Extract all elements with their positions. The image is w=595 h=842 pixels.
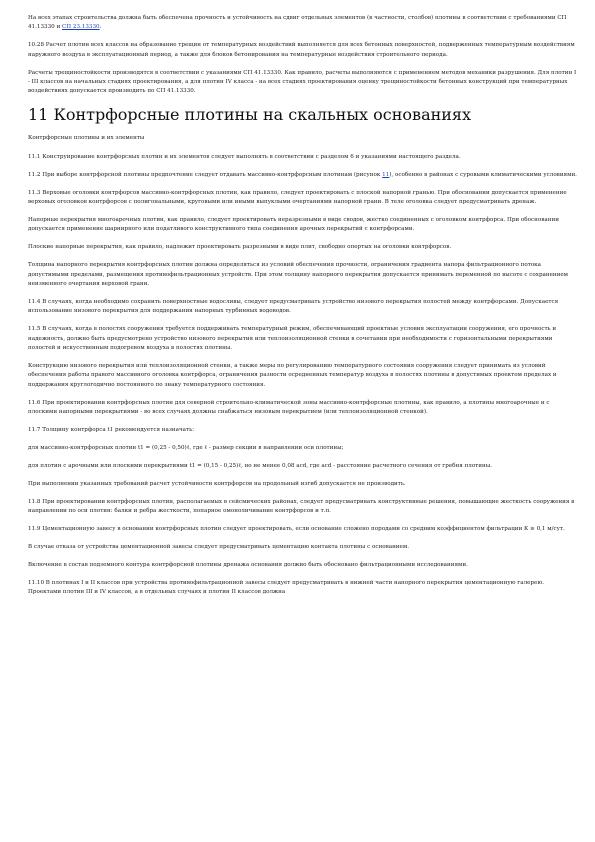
paragraph-overlap-thickness: Толщина напорного перекрытия контрфорсных плотин должна определяться из условий обеспечения прочности, ограничения градиента напора фильтрационного потока допустимыми пределами, размещения противофильтрационных устройств. При этом толщину напорного перекрытия допускается принимать переменной по высоте с сохранением неизменного очертания верховой грани. [28,262,569,287]
paragraph-text: На всех этапах строительства должна быть обеспечена прочность и устойчивость на сдвиг отдельных элементов (в частности, столбов) плотины в соответствии с требованиями СП 41.13330 и [28,15,567,31]
paragraph-buckling: При выполнении указанных требований расчет устойчивости контрфорсов на продольный изгиб допускается не производить. [28,480,406,487]
paragraph-drainage: Включение в состав подземного контура контрфорсной плотины дренажа основания должно быть обосновано фильтрационными исследованиями. [28,561,468,568]
paragraph-contact-grouting: В случае отказа от устройства цементационной завесы следует предусматривать цементацию контакта плотины с основанием. [28,543,409,550]
paragraph-lower-overlap: Конструкцию низового перекрытия или теплоизоляционной стенки, а также меры по регулированию температурного состояния сооружения следует принимать из условий обеспечения работы правого массивного оголовка контрфорса, ограничения разности осредненных температур воздуха в полостях плотины в допустимых проектом пределах и поддержания круглогодично постоянного по знаку температурного состояния. [28,362,557,388]
paragraph-crack-resistance: Расчеты трещиностойкости производятся в соответствии с указаниями СП 41.13330. Как правило, расчеты выполняются с применением методов механики разрушения. Для плотин I - III классов на начальных стадиях проектирования, а для плотин IV класса - на всех стадиях проектирования оценку трещиностойкости бетонных конструкций при температурных воздействиях допускается производить по СП 41.13330. [28,69,577,95]
paragraph-11-6: 11.6 При проектировании контрфорсных плотин для северной строительно-климатической зоны массивно-контрфорсные плотины, как правило, а плотины многоарочные и с плоскими напорными перекрытиями - во всех случаях должны снабжаться низовым перекрытием (или теплоизоляционной стенкой). [28,399,550,415]
paragraph-arch-buttress: для плотин с арочными или плоскими перекрытиями t1 = (0,15 - 0,25)ℓ, но не менее 0,08 аcd, где аcd - расстояние расчетного сечения от гребня плотины. [28,462,492,469]
link-figure-11[interactable]: 11 [382,171,390,178]
link-sp-23-13330[interactable]: СП 23.13330 [61,24,100,31]
paragraph-text: 11.7 Толщину контрфорса [28,426,108,433]
paragraph-11-4: 11.4 В случаях, когда необходимо сохранить поверхностные водосливы, следует предусматривать устройство низового перекрытия полостей между контрфорсами. Допускается использование низового перекрытия для поддержания напорных турбинных водоводов. [28,298,559,315]
paragraph-end: ), особенно в районах с суровыми климатическими условиями. [389,171,577,178]
paragraph-end: рекомендуется назначать: [113,426,195,433]
paragraph-10-28: 10.28 Расчет плотин всех классов на образование трещин от температурных воздействий выполняется для всех бетонных поверхностей, подверженных температурным воздействиям наружного воздуха в эксплуатационный период, а также для блоков бетонирования на температурные воздействия строительного периода. [28,42,575,58]
paragraph-massive-buttress: для массивно-контрфорсных плотин t1 = (0,25 - 0,50)ℓ, где ℓ - размер секции в направлении оси плотины; [28,444,344,451]
paragraph-11-9: 11.9 Цементационную завесу в основании контрфорсных плотин следует проектировать, если основание сложено породами со средним коэффициентом фильтрации К ≥ 0,1 м/сут. [28,525,565,532]
section-heading: 11 Контрфорсные плотины на скальных основаниях [28,105,472,125]
paragraph-11-7 [28,426,577,435]
section-subheading: Контрфорсные плотины и их элементы [28,135,145,142]
paragraph-text: 11.2 При выборе контрфорсной плотины предпочтение следует отдавать массивно-контрфорсным плотинам (рисунок [28,171,383,178]
paragraph-stability [28,14,577,33]
paragraph-11-8: 11.8 При проектировании контрфорсных плотин, располагаемых в сейсмических районах, следует предусматривать конструктивные решения, повышающие жесткость сооружения в направлении по оси плотин: балки и ребра жесткости, попарное омоноличивание контрфорсов и т.п. [28,498,575,514]
paragraph-11-2 [28,171,577,180]
paragraph-arch-overlaps: Напорные перекрытия многоарочных плотин, как правило, следует проектировать неразрезными в виде сводов, жестко соединенных с оголовком контрфорса. При обосновании допускается применение шарнирного или податливого конструктивного типа соединения арочных перекрытий с контрфорсами. [28,216,559,233]
paragraph-11-5: 11.5 В случаях, когда в полостях сооружения требуется поддерживать температурный режим, обеспечивающий проектные условия эксплуатации сооружения, его прочность и надежность, должно быть предусмотрено устройство низового перекрытия или теплоизоляционной стенки в сочетании при необходимости с горизонтальными перекрытиями полостей и искусственным подогревом воздуха в полостях плотины. [28,326,557,351]
paragraph-11-3: 11.3 Верховые оголовки контрфорсов массивно-контрфорсных плотин, как правило, следует проектировать с плоской напорной гранью. При обосновании допускается применение верховых оголовков контрфорсов с полигональными, круговыми или иными выпуклыми очертаниями напорной грани. В теле оголовка следует предусматривать дренаж. [28,189,567,205]
paragraph-11-1: 11.1 Конструирование контрфорсных плотин и их элементов следует выполнять в соответствии с разделом 6 и указаниями настоящего раздела. [28,153,461,160]
variable-t1: t1 [107,426,114,433]
paragraph-flat-overlaps: Плоские напорные перекрытия, как правило, надлежит проектировать разрезными в виде плит, свободно опертых на оголовки контрфорсов. [28,244,452,251]
paragraph-11-10: 11.10 В плотинах I и II классов при устройства противофильтрационной завесы следует предусматривать в нижней части напорного перекрытия цементационную галерею. Проектами плотин III и IV классов, а в отдельных случаях и плотин II классов должна [28,579,544,595]
paragraph-end: . [99,24,102,31]
